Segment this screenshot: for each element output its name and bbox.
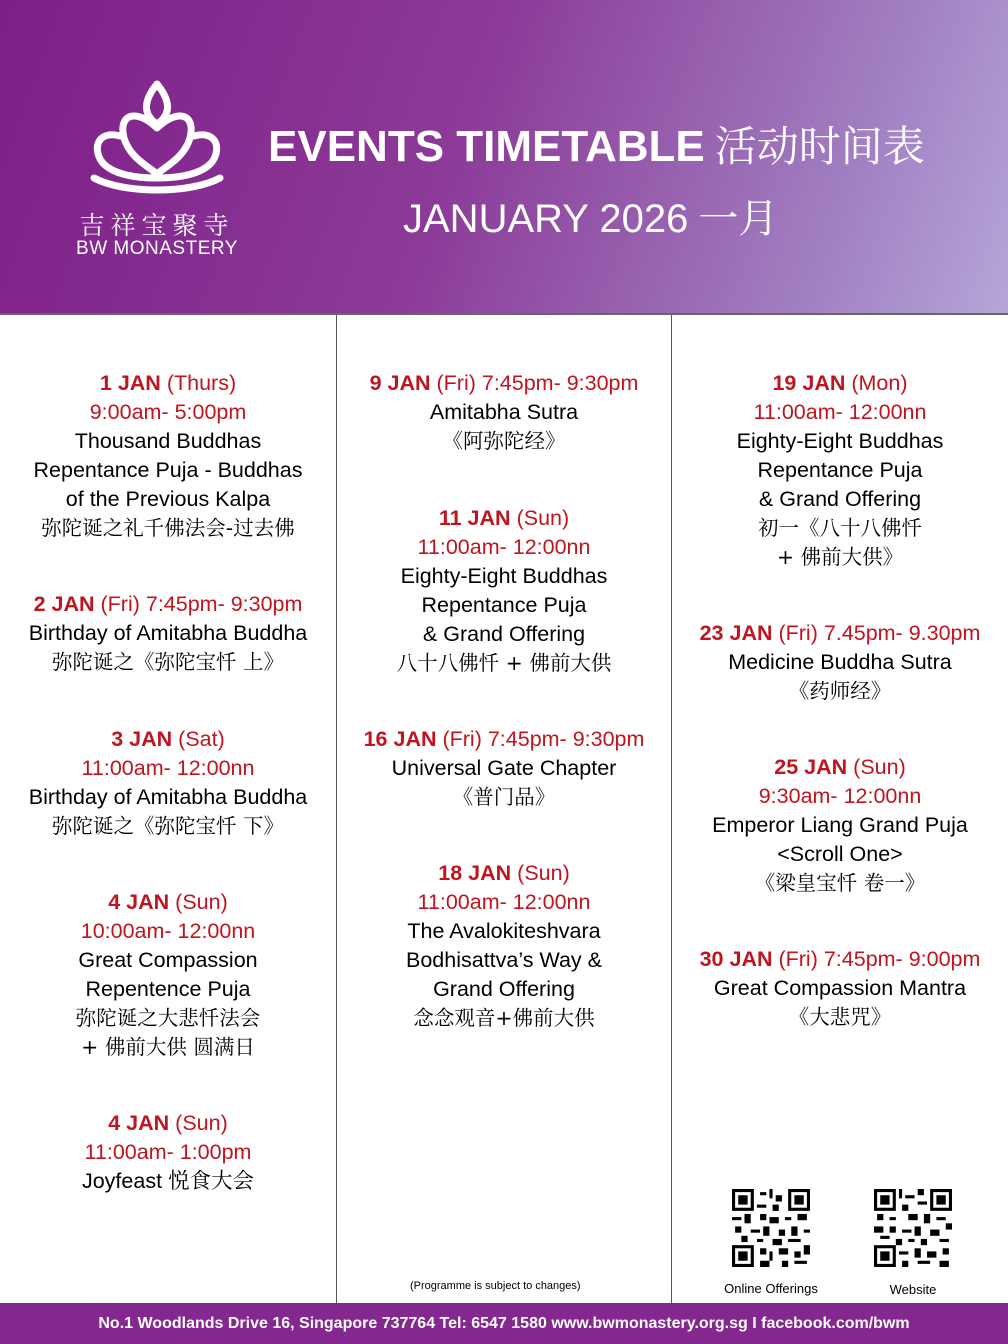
- event-item: [672, 945, 1008, 1032]
- event-day: (Mon): [851, 371, 908, 395]
- qr-code-icon[interactable]: [732, 1189, 810, 1267]
- event-item: [672, 369, 1008, 572]
- event-title-line: Great Compassion Mantra: [713, 976, 967, 1000]
- event-date: 18 JAN: [438, 861, 512, 885]
- event-title-line: Joyfeast 悦食大会: [81, 1169, 255, 1193]
- event-title-line: Eighty-Eight Buddhas: [400, 564, 608, 588]
- event-title-line: Repentence Puja: [85, 977, 251, 1001]
- event-title-line: Medicine Buddha Sutra: [728, 650, 952, 674]
- event-date: 16 JAN: [363, 727, 437, 751]
- event-title-line: & Grand Offering: [422, 622, 586, 646]
- event-chinese-title: 《普门品》: [452, 785, 556, 809]
- monastery-logo: [62, 78, 252, 268]
- event-title-line: Eighty-Eight Buddhas: [736, 429, 944, 453]
- event-time: 11:00am- 12:00nn: [417, 535, 591, 559]
- event-chinese-title: 弥陀诞之礼千佛法会-过去佛: [41, 516, 295, 540]
- timetable-board: [0, 313, 1008, 1303]
- event-item: [337, 504, 671, 678]
- event-day: (Sun): [516, 506, 570, 530]
- event-date: 4 JAN: [108, 1111, 170, 1135]
- footer-contact-bar: No.1 Woodlands Drive 16, Singapore 737764 Tel: 6547 1580 www.bwmonastery.org.sg I facebook.com/bwm: [0, 1303, 1008, 1344]
- event-date: 25 JAN: [774, 755, 848, 779]
- event-chinese-title: 《梁皇宝忏 卷一》: [754, 871, 926, 895]
- event-item: [0, 725, 336, 841]
- event-title-line: Repentance Puja - Buddhas: [33, 458, 303, 482]
- event-chinese-title: 弥陀诞之大悲忏法会: [75, 1006, 261, 1030]
- event-title-line: Great Compassion: [78, 948, 258, 972]
- title-chinese: 活动时间表: [714, 122, 925, 171]
- event-day: (Fri) 7:45pm- 9:30pm: [436, 371, 639, 395]
- event-time: 11:00am- 12:00nn: [753, 400, 927, 424]
- event-chinese-title: 弥陀诞之《弥陀宝忏 上》: [51, 650, 285, 674]
- event-date: 9 JAN: [369, 371, 431, 395]
- event-date: 30 JAN: [699, 947, 773, 971]
- event-title-line: Thousand Buddhas: [74, 429, 262, 453]
- event-title-line: Bodhisattva’s Way &: [406, 948, 602, 972]
- event-title-line: Birthday of Amitabha Buddha: [28, 785, 308, 809]
- event-time: 11:00am- 12:00nn: [417, 890, 591, 914]
- event-title-line: Birthday of Amitabha Buddha: [28, 621, 308, 645]
- subtitle-english: JANUARY 2026: [403, 197, 689, 241]
- page-subtitle: [403, 187, 778, 244]
- event-day: (Sun): [175, 890, 228, 914]
- title-english: EVENTS TIMETABLE: [268, 122, 705, 171]
- website-label: Website: [889, 1282, 937, 1297]
- event-chinese-title: 《药师经》: [788, 679, 892, 703]
- event-item: [0, 1109, 336, 1196]
- event-item: [0, 590, 336, 677]
- event-chinese-title: 八十八佛忏 + 佛前大供: [396, 651, 612, 675]
- event-chinese-title: + 佛前大供》: [776, 545, 904, 569]
- programme-note: (Programme is subject to changes): [410, 1280, 581, 1292]
- event-date: 19 JAN: [772, 371, 846, 395]
- event-title-line: Repentance Puja: [757, 458, 923, 482]
- event-title-line: <Scroll One>: [777, 842, 903, 866]
- event-item: [337, 725, 671, 812]
- event-item: [337, 859, 671, 1033]
- event-chinese-title: 《大悲咒》: [788, 1005, 892, 1029]
- event-day: (Sun): [175, 1111, 228, 1135]
- event-day: (Thurs): [166, 371, 237, 395]
- event-day: (Fri) 7.45pm- 9.30pm: [778, 621, 981, 645]
- event-title-line: Emperor Liang Grand Puja: [712, 813, 968, 837]
- event-item: [0, 369, 336, 543]
- event-time: 9:30am- 12:00nn: [758, 784, 922, 808]
- event-day: (Sat): [178, 727, 225, 751]
- subtitle-chinese: 一月: [698, 196, 779, 242]
- event-title-line: Amitabha Sutra: [429, 400, 579, 424]
- event-time: 10:00am- 12:00nn: [80, 919, 256, 943]
- page-title: [268, 114, 925, 174]
- event-day: (Fri) 7:45pm- 9:30pm: [442, 727, 645, 751]
- event-item: [672, 619, 1008, 706]
- event-title-line: & Grand Offering: [758, 487, 922, 511]
- event-time: 9:00am- 5:00pm: [89, 400, 247, 424]
- event-chinese-title: 念念观音+佛前大供: [413, 1006, 595, 1030]
- event-day: (Sun): [853, 755, 906, 779]
- event-date: 1 JAN: [99, 371, 161, 395]
- event-title-line: of the Previous Kalpa: [65, 487, 271, 511]
- event-chinese-title: 初一《八十八佛忏: [758, 516, 922, 540]
- logo-english-name: BW MONASTERY: [76, 238, 238, 259]
- event-date: 11 JAN: [438, 506, 511, 530]
- event-day: (Fri) 7:45pm- 9:30pm: [100, 592, 303, 616]
- header-banner: [0, 0, 1008, 313]
- event-chinese-title: 《阿弥陀经》: [442, 429, 566, 453]
- event-date: 23 JAN: [699, 621, 773, 645]
- event-title-line: Universal Gate Chapter: [391, 756, 617, 780]
- event-item: [672, 753, 1008, 898]
- event-day: (Fri) 7:45pm- 9:00pm: [778, 947, 981, 971]
- event-title-line: Grand Offering: [433, 977, 575, 1001]
- online-offerings-label: Online Offerings: [724, 1281, 818, 1296]
- event-title-line: Repentance Puja: [421, 593, 587, 617]
- event-date: 4 JAN: [108, 890, 170, 914]
- event-time: 11:00am- 12:00nn: [81, 756, 255, 780]
- qr-code-icon[interactable]: [874, 1189, 952, 1267]
- logo-chinese-name: 吉祥宝聚寺: [79, 211, 235, 240]
- event-date: 2 JAN: [33, 592, 95, 616]
- event-title-line: The Avalokiteshvara: [407, 919, 601, 943]
- event-chinese-title: + 佛前大供 圆满日: [81, 1035, 255, 1059]
- event-date: 3 JAN: [111, 727, 173, 751]
- event-chinese-title: 弥陀诞之《弥陀宝忏 下》: [51, 814, 285, 838]
- event-item: [0, 888, 336, 1062]
- event-time: 11:00am- 1:00pm: [84, 1140, 252, 1164]
- lotus-icon: [84, 78, 230, 200]
- event-day: (Sun): [517, 861, 570, 885]
- event-item: [337, 369, 671, 456]
